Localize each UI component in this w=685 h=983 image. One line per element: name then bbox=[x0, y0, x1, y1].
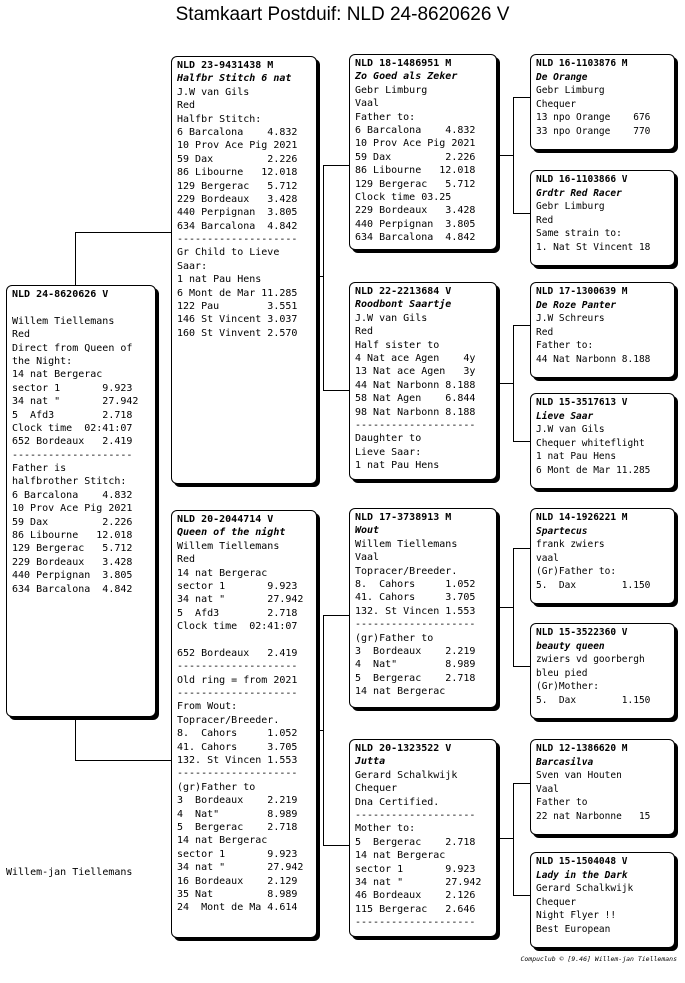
card-line: Mother to: bbox=[355, 823, 416, 835]
card-line: Father to: bbox=[355, 111, 416, 123]
card-line bbox=[177, 634, 311, 647]
card-line: sector 1 9.923 bbox=[12, 382, 133, 394]
pigeon-card-father-father bbox=[349, 54, 497, 250]
pigeon-name: Roodbont Saartje bbox=[355, 299, 452, 311]
card-line: 129 Bergerac 5.712 bbox=[355, 178, 476, 190]
card-line: 44 Nat Narbonn 8.188 bbox=[355, 379, 476, 391]
card-line: -------------------- bbox=[12, 449, 133, 461]
card-line: Vaal bbox=[355, 98, 380, 110]
pigeon-name: Lieve Saar bbox=[536, 410, 594, 422]
card-line: Chequer whiteflight bbox=[536, 437, 645, 449]
card-line: -------------------- bbox=[177, 768, 298, 780]
card-line: -------------------- bbox=[177, 688, 298, 700]
card-line: 8. Cahors 1.052 bbox=[355, 578, 476, 590]
pigeon-card-fmm bbox=[530, 393, 675, 489]
pigeon-card-subject bbox=[6, 285, 156, 717]
card-line: 44 Nat Narbonn 8.188 bbox=[536, 353, 651, 365]
card-line: Sven van Houten bbox=[536, 770, 622, 782]
card-line: J.W Schreurs bbox=[536, 313, 605, 325]
card-line: 3 Bordeaux 2.219 bbox=[177, 795, 298, 807]
card-line: J.W van Gils bbox=[536, 424, 605, 436]
card-line: 13 npo Orange 676 bbox=[536, 112, 651, 124]
connector-line bbox=[323, 165, 350, 166]
card-line: 34 nat " 27.942 bbox=[177, 594, 304, 606]
page-title: Stamkaart Postduif: NLD 24-8620626 V bbox=[175, 4, 510, 25]
card-line: 34 nat " 27.942 bbox=[177, 862, 304, 874]
card-line: Red bbox=[536, 326, 554, 338]
card-line: Halfbr Stitch: bbox=[177, 113, 262, 125]
pigeon-name: Spartecus bbox=[536, 525, 588, 537]
pigeon-name: Jutta bbox=[355, 756, 386, 768]
connector-line bbox=[75, 715, 76, 761]
connector-line bbox=[75, 760, 173, 761]
card-line: J.W van Gils bbox=[355, 312, 428, 324]
ring-number: NLD 20-1323522 V bbox=[355, 743, 452, 754]
connector-line bbox=[323, 845, 350, 846]
card-line: Lieve Saar: bbox=[355, 446, 422, 458]
card-line: 5 Bergerac 2.718 bbox=[177, 821, 298, 833]
card-line: -------------------- bbox=[355, 419, 476, 431]
card-line: 4 Nat ace Agen 4y bbox=[355, 352, 476, 364]
connector-line bbox=[513, 783, 514, 895]
card-line: 440 Perpignan 3.805 bbox=[12, 570, 133, 582]
ring-number: NLD 22-2213684 V bbox=[355, 286, 452, 297]
pigeon-card-mfm bbox=[530, 623, 675, 719]
pigeon-card-mff bbox=[530, 508, 675, 604]
pigeon-name: Grdtr Red Racer bbox=[536, 187, 622, 199]
connector-line bbox=[497, 838, 514, 839]
pigeon-card-mother bbox=[171, 510, 317, 938]
card-line: 14 nat Bergerac bbox=[12, 369, 103, 381]
card-line: 59 Dax 2.226 bbox=[355, 151, 476, 163]
pigeon-card-ffm bbox=[530, 170, 675, 266]
card-line: halfbrother Stitch: bbox=[12, 476, 127, 488]
card-line bbox=[12, 301, 150, 314]
card-line: 14 nat Bergerac bbox=[177, 835, 268, 847]
connector-line bbox=[316, 730, 324, 731]
card-line: (Gr)Mother: bbox=[536, 681, 599, 693]
ring-number: NLD 20-2044714 V bbox=[177, 514, 274, 525]
card-line: 1. Nat St Vincent 18 bbox=[536, 241, 651, 253]
pigeon-card-mmm bbox=[530, 852, 675, 948]
card-line: 652 Bordeaux 2.419 bbox=[177, 647, 298, 659]
breeder-name: Willem-jan Tiellemans bbox=[6, 867, 133, 878]
pigeon-name: Queen of the night bbox=[177, 527, 286, 539]
card-line: 652 Bordeaux 2.419 bbox=[12, 436, 133, 448]
ring-number: NLD 17-3738913 M bbox=[355, 512, 452, 523]
card-line: Red bbox=[177, 554, 196, 566]
card-line: Red bbox=[536, 214, 554, 226]
pigeon-card-mother-father bbox=[349, 508, 497, 708]
card-line: 86 Libourne 12.018 bbox=[177, 167, 298, 179]
card-line: 3 Bordeaux 2.219 bbox=[355, 645, 476, 657]
card-line: Clock time 02:41:07 bbox=[177, 621, 298, 633]
card-line: zwiers vd goorbergh bbox=[536, 654, 645, 666]
card-line: Chequer bbox=[536, 98, 577, 110]
pigeon-name: Lady in the Dark bbox=[536, 869, 628, 881]
card-line: -------------------- bbox=[177, 661, 298, 673]
card-line: frank zwiers bbox=[536, 539, 605, 551]
card-line: 6 Mont de Mar 11.285 bbox=[536, 464, 651, 476]
card-line: From Wout: bbox=[177, 701, 238, 713]
card-line: Father to bbox=[536, 797, 588, 809]
connector-line bbox=[513, 666, 531, 667]
pigeon-card-mmf bbox=[530, 739, 675, 835]
card-line: 4 Nat" 8.989 bbox=[355, 659, 476, 671]
card-line: 132. St Vincen 1.553 bbox=[355, 605, 476, 617]
ring-number: NLD 23-9431438 M bbox=[177, 60, 274, 71]
card-line: 59 Dax 2.226 bbox=[12, 516, 133, 528]
connector-line bbox=[513, 213, 531, 214]
connector-line bbox=[513, 548, 531, 549]
card-line: 6 Barcalona 4.832 bbox=[177, 126, 298, 138]
connector-line bbox=[513, 441, 531, 442]
pigeon-name: Barcasilva bbox=[536, 756, 594, 768]
card-line: Father to: bbox=[536, 340, 594, 352]
card-line: 10 Prov Ace Pig 2021 bbox=[177, 140, 298, 152]
card-line: 14 nat Bergerac bbox=[355, 686, 446, 698]
ring-number: NLD 24-8620626 V bbox=[12, 289, 109, 300]
card-line: 5 Bergerac 2.718 bbox=[355, 836, 476, 848]
card-line: 6 Mont de Mar 11.285 bbox=[177, 287, 298, 299]
pigeon-name: De Orange bbox=[536, 71, 588, 83]
pigeon-card-mother-mother bbox=[349, 739, 497, 937]
card-line: -------------------- bbox=[355, 809, 476, 821]
card-line: J.W van Gils bbox=[177, 86, 250, 98]
card-line: sector 1 9.923 bbox=[355, 863, 476, 875]
card-line: Topracer/Breeder. bbox=[355, 565, 458, 577]
card-line: 58 Nat Agen 6.844 bbox=[355, 393, 476, 405]
card-line: Gerard Schalkwijk bbox=[355, 769, 458, 781]
connector-line bbox=[497, 383, 514, 384]
card-line: 41. Cahors 3.705 bbox=[177, 741, 298, 753]
card-line: the Night: bbox=[12, 355, 73, 367]
card-line: sector 1 9.923 bbox=[177, 580, 298, 592]
card-line: 22 nat Narbonne 15 bbox=[536, 810, 651, 822]
ring-number: NLD 18-1486951 M bbox=[355, 58, 452, 69]
card-line: Chequer bbox=[536, 896, 577, 908]
card-line: Daughter to bbox=[355, 433, 422, 445]
card-line: 129 Bergerac 5.712 bbox=[177, 180, 298, 192]
ring-number: NLD 16-1103866 V bbox=[536, 174, 628, 185]
card-line: Red bbox=[12, 329, 31, 341]
card-line: Best European bbox=[536, 923, 611, 935]
pigeon-card-fmf bbox=[530, 282, 675, 378]
card-line: 146 St Vincent 3.037 bbox=[177, 314, 298, 326]
pigeon-name: Wout bbox=[355, 525, 380, 537]
card-line: Vaal bbox=[536, 783, 559, 795]
card-line: Gebr Limburg bbox=[536, 85, 605, 97]
card-line: Gebr Limburg bbox=[536, 201, 605, 213]
card-line: 35 Nat 8.989 bbox=[177, 888, 298, 900]
card-line: Clock time 03.25 bbox=[355, 191, 452, 203]
card-line: 10 Prov Ace Pig 2021 bbox=[355, 138, 476, 150]
card-line: 132. St Vincen 1.553 bbox=[177, 755, 298, 767]
card-line: -------------------- bbox=[355, 917, 476, 929]
card-line: 5. Dax 1.150 bbox=[536, 694, 651, 706]
card-line: Red bbox=[355, 326, 374, 338]
card-line: sector 1 9.923 bbox=[177, 848, 298, 860]
card-line: 14 nat Bergerac bbox=[355, 850, 446, 862]
card-line: 5. Dax 1.150 bbox=[536, 579, 651, 591]
card-line: Dna Certified. bbox=[355, 796, 440, 808]
connector-line bbox=[497, 155, 514, 156]
card-line: 46 Bordeaux 2.126 bbox=[355, 890, 476, 902]
card-line: 1 nat Pau Hens bbox=[536, 451, 617, 463]
connector-line bbox=[323, 390, 350, 391]
card-line: Night Flyer !! bbox=[536, 910, 617, 922]
card-line: Red bbox=[177, 100, 196, 112]
pigeon-name: Halfbr Stitch 6 nat bbox=[177, 73, 292, 85]
ring-number: NLD 15-1504048 V bbox=[536, 856, 628, 867]
card-line: Vaal bbox=[355, 552, 380, 564]
card-line: Clock time 02:41:07 bbox=[12, 422, 133, 434]
ring-number: NLD 14-1926221 M bbox=[536, 512, 628, 523]
connector-line bbox=[75, 232, 173, 233]
ring-number: NLD 17-1300639 M bbox=[536, 286, 628, 297]
pigeon-name: beauty queen bbox=[536, 640, 605, 652]
card-line: -------------------- bbox=[355, 619, 476, 631]
connector-line bbox=[323, 165, 324, 390]
card-line: Gr Child to Lieve bbox=[177, 247, 280, 259]
card-line: Gerard Schalkwijk bbox=[536, 883, 634, 895]
card-line: 229 Bordeaux 3.428 bbox=[355, 205, 476, 217]
pigeon-card-fff bbox=[530, 54, 675, 150]
card-line: 4 Nat" 8.989 bbox=[177, 808, 298, 820]
pigeon-name: Zo Goed als Zeker bbox=[355, 71, 458, 83]
card-line: (gr)Father to bbox=[177, 781, 256, 793]
card-line: Direct from Queen of bbox=[12, 342, 133, 354]
connector-line bbox=[513, 97, 531, 98]
card-line: 13 Nat ace Agen 3y bbox=[355, 366, 476, 378]
card-line: (gr)Father to bbox=[355, 632, 434, 644]
card-line: 440 Perpignan 3.805 bbox=[177, 207, 298, 219]
card-line: Willem Tiellemans bbox=[177, 540, 280, 552]
card-line: 86 Libourne 12.018 bbox=[355, 165, 476, 177]
card-line: 14 nat Bergerac bbox=[177, 567, 268, 579]
card-line: 634 Barcalona 4.842 bbox=[355, 232, 476, 244]
pigeon-card-father-mother bbox=[349, 282, 497, 480]
connector-line bbox=[513, 895, 531, 896]
card-line: 122 Pau 3.551 bbox=[177, 301, 298, 313]
ring-number: NLD 15-3517613 V bbox=[536, 397, 628, 408]
card-line: 6 Barcalona 4.832 bbox=[355, 124, 476, 136]
card-line: Gebr Limburg bbox=[355, 84, 428, 96]
card-line: Same strain to: bbox=[536, 228, 622, 240]
card-line: 6 Barcalona 4.832 bbox=[12, 489, 133, 501]
card-line: Father is bbox=[12, 463, 67, 475]
card-line: Old ring = from 2021 bbox=[177, 674, 298, 686]
card-line: 129 Bergerac 5.712 bbox=[12, 543, 133, 555]
card-line: 8. Cahors 1.052 bbox=[177, 728, 298, 740]
card-line: 634 Barcalona 4.842 bbox=[177, 220, 298, 232]
card-line: 229 Bordeaux 3.428 bbox=[177, 193, 298, 205]
pigeon-card-father bbox=[171, 56, 317, 484]
card-line: Half sister to bbox=[355, 339, 440, 351]
card-line: 160 St Vinvent 2.570 bbox=[177, 327, 298, 339]
card-line: Chequer bbox=[355, 783, 398, 795]
connector-line bbox=[513, 783, 531, 784]
pigeon-name: De Roze Panter bbox=[536, 299, 617, 311]
card-line: 24 Mont de Ma 4.614 bbox=[177, 902, 298, 914]
card-line: (Gr)Father to: bbox=[536, 566, 617, 578]
card-line: 41. Cahors 3.705 bbox=[355, 592, 476, 604]
card-line: 34 nat " 27.942 bbox=[355, 876, 482, 888]
ring-number: NLD 12-1386620 M bbox=[536, 743, 628, 754]
card-line: -------------------- bbox=[177, 234, 298, 246]
connector-line bbox=[316, 276, 324, 277]
card-line: 229 Bordeaux 3.428 bbox=[12, 556, 133, 568]
card-line: 5 Afd3 2.718 bbox=[12, 409, 133, 421]
connector-line bbox=[497, 607, 514, 608]
card-line: 59 Dax 2.226 bbox=[177, 153, 298, 165]
card-line: 5 Afd3 2.718 bbox=[177, 607, 298, 619]
card-line: 1 nat Pau Hens bbox=[177, 274, 262, 286]
ring-number: NLD 16-1103876 M bbox=[536, 58, 628, 69]
card-line: 33 npo Orange 770 bbox=[536, 125, 651, 137]
card-line: 10 Prov Ace Pig 2021 bbox=[12, 503, 133, 515]
software-credit: Compuclub © [9.46] Willem-jan Tiellemans bbox=[520, 955, 677, 963]
connector-line bbox=[513, 325, 531, 326]
card-line: 16 Bordeaux 2.129 bbox=[177, 875, 298, 887]
card-line: vaal bbox=[536, 552, 559, 564]
card-line: 86 Libourne 12.018 bbox=[12, 530, 133, 542]
ring-number: NLD 15-3522360 V bbox=[536, 627, 628, 638]
card-line: bleu pied bbox=[536, 667, 588, 679]
card-line: Willem Tiellemans bbox=[355, 538, 458, 550]
card-line: 440 Perpignan 3.805 bbox=[355, 218, 476, 230]
card-line: 1 nat Pau Hens bbox=[355, 460, 440, 472]
card-line: 115 Bergerac 2.646 bbox=[355, 903, 476, 915]
card-line: 98 Nat Narbonn 8.188 bbox=[355, 406, 476, 418]
connector-line bbox=[75, 232, 76, 286]
card-line: 634 Barcalona 4.842 bbox=[12, 583, 133, 595]
card-line: Topracer/Breeder. bbox=[177, 714, 280, 726]
card-line: 34 nat " 27.942 bbox=[12, 396, 139, 408]
card-line: 5 Bergerac 2.718 bbox=[355, 672, 476, 684]
connector-line bbox=[323, 615, 350, 616]
card-line: Saar: bbox=[177, 260, 208, 272]
card-line: Willem Tiellemans bbox=[12, 315, 115, 327]
